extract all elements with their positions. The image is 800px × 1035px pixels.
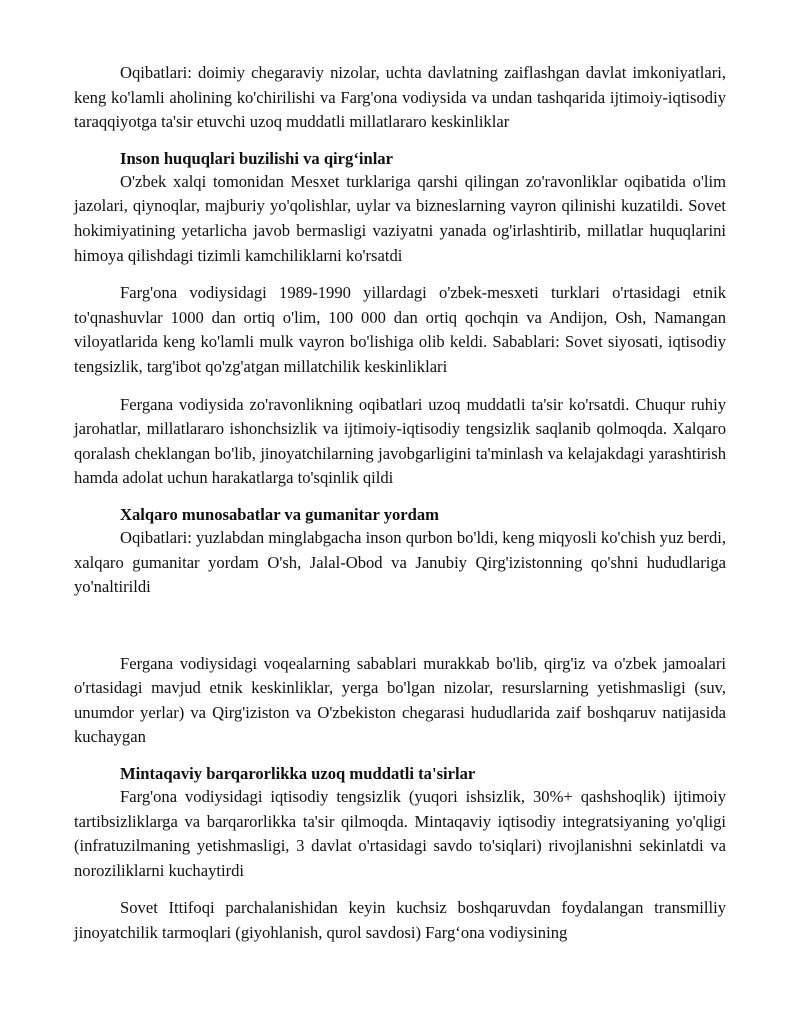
paragraph-humanitarian-aid: Oqibatlari: yuzlabdan minglabgacha inson qurbon bo'ldi, keng miqyosli ko'chish yuz berdi, xalqaro gumanitar yordam O'sh, Jalal-Obod va Janubiy Qirg'izistonning qo'shni hududlariga yo'naltirildi: [74, 527, 727, 597]
paragraph-violence: O'zbek xalqi tomonidan Mesxet turklariga qarshi qilingan zo'ravonliklar oqibatida o'lim jazolari, qiynoqlar, majburiy yo'qolishlar, uylar va bizneslarning vayron qilinishi kuzatildi. Sovet hokimiyatining yetarlicha javob bermasligi vaziyatni yanada og'irlashtirib, millatlar huquqlarini himoya qilishdagi tizimli kamchiliklarni ko'rsatdi: [74, 171, 726, 265]
heading-international-relations: Xalqaro munosabatlar va gumanitar yordam: [120, 504, 439, 524]
paragraph-ethnic-clashes: Farg'ona vodiysidagi 1989-1990 yillardagi o'zbek-mesxeti turklari o'rtasidagi etnik to'qnashuvlar 1000 dan ortiq o'lim, 100 000 dan ortiq qochqin va Andijon, Osh, Namangan viloyatlarida keng ko'lamli mulk vayron bo'lishiga olib keldi. Sabablari: Sovet siyosati, iqtisodiy tengsizlik, targ'ibot qo'zg'atgan millatchilik keskinliklari: [74, 283, 726, 376]
heading-human-rights: Inson huquqlari buzilishi va qirg‘inlar: [120, 148, 393, 168]
document-page: [74, 61, 726, 946]
paragraph-consequences: Oqibatlari: doimiy chegaraviy nizolar, uchta davlatning zaiflashgan davlat imkoniyatlari, keng ko'lamli aholining ko'chirilishi va Farg'ona vodiysida va undan tashqarida ijtimoiy-iqtisodiy taraqqiyotga ta'sir etuvchi uzoq muddatli millatlararo keskinliklar: [74, 63, 726, 132]
paragraph-criminal-networks: Sovet Ittifoqi parchalanishidan keyin kuchsiz boshqaruvdan foydalangan transmilliy jinoyatchilik tarmoqlari (giyohlanish, qurol savdosi) Farg‘ona vodiysining: [74, 898, 726, 943]
paragraph-causes: Fergana vodiysidagi voqealarning sabablari murakkab bo'lib, qirg'iz va o'zbek jamoalari o'rtasidagi mavjud etnik keskinliklar, yerga bo'lgan nizolar, resurslarning yetishmasligi (suv, unumdor yerlar) va Qirg'iziston va O'zbekiston chegarasi hududlarida zaif boshqaruv natijasida kuchaygan: [74, 653, 726, 747]
paragraph-long-term-effects: Fergana vodiysida zo'ravonlikning oqibatlari uzoq muddatli ta'sir ko'rsatdi. Chuqur ruhiy jarohatlar, millatlararo ishonchsizlik va ijtimoiy-iqtisodiy tengsizlik saqlanib qolmoqda. Xalqaro qoralash cheklangan bo'lib, jinoyatchilarning javobgarligini ta'minlash va kelajakdagi yarashtirish hamda adolat uchun harakatlarga to'sqinlik qildi: [74, 394, 726, 488]
paragraph-economic-inequality: Farg'ona vodiysidagi iqtisodiy tengsizlik (yuqori ishsizlik, 30%+ qashshoqlik) ijtimoiy tartibsizliklarga va barqarorlikka ta'sir qilmoqda. Mintaqaviy iqtisodiy integratsiyaning yo'qligi (infratuzilmaning yetishmasligi, 3 davlat o'rtasidagi savdo to'siqlari) rivojlanishni sekinlatdi va noroziliklarni kuchaytirdi: [74, 787, 726, 880]
heading-regional-stability: Mintaqaviy barqarorlikka uzoq muddatli ta'sirlar: [120, 764, 476, 784]
